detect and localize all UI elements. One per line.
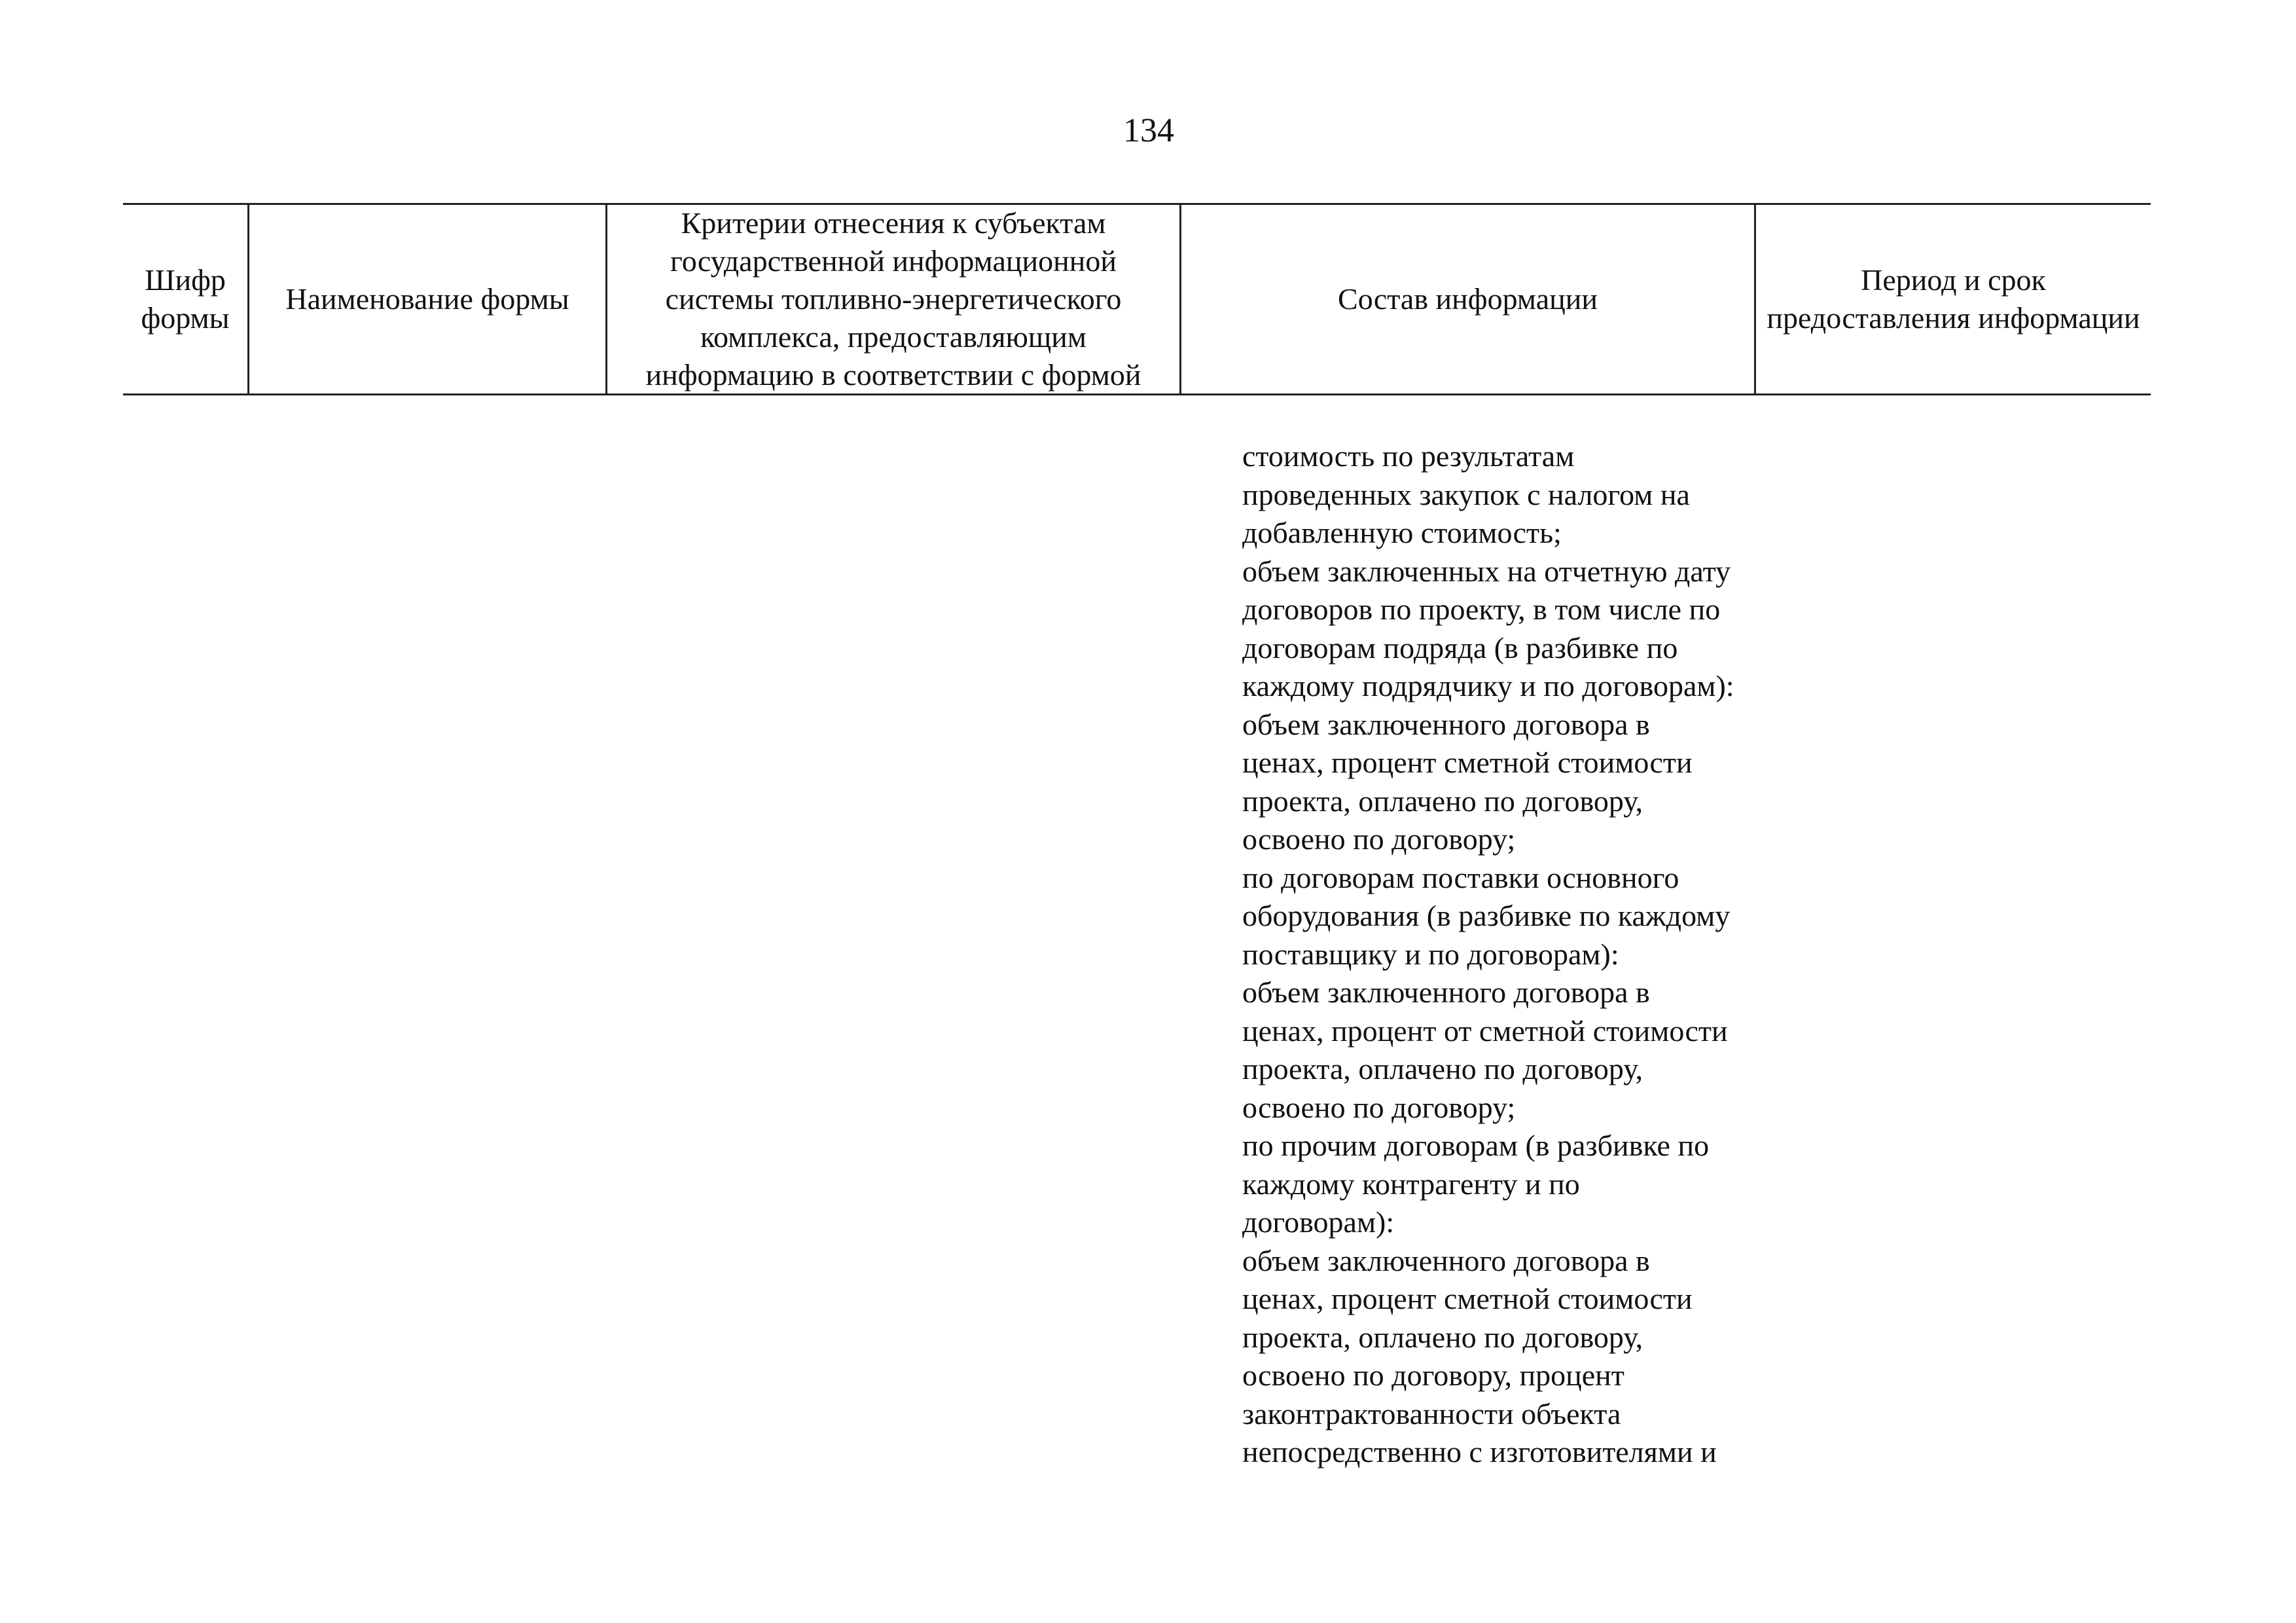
text-line: поставщику и по договорам): bbox=[1242, 937, 1619, 971]
text-line: добавленную стоимость; bbox=[1242, 516, 1562, 549]
text-line: ценах, процент сметной стоимости bbox=[1242, 746, 1693, 779]
text-line: проекта, оплачено по договору, bbox=[1242, 784, 1643, 818]
text-line: объем заключенных на отчетную дату bbox=[1242, 554, 1731, 588]
header-information-content: Состав информации bbox=[1338, 282, 1598, 316]
header-period: Период и срок предоставления информации bbox=[1767, 263, 2140, 335]
text-line: проекта, оплачено по договору, bbox=[1242, 1052, 1643, 1085]
text-line: каждому контрагенту и по bbox=[1242, 1167, 1580, 1201]
text-line: стоимость по результатам bbox=[1242, 439, 1575, 473]
text-line: освоено по договору; bbox=[1242, 1090, 1516, 1124]
table-header bbox=[123, 203, 2151, 395]
text-line: договорам): bbox=[1242, 1205, 1395, 1239]
header-form-code: Шифр формы bbox=[141, 263, 230, 335]
text-line: каждому подрядчику и по договорам): bbox=[1242, 669, 1734, 702]
text-line: освоено по договору; bbox=[1242, 822, 1516, 856]
header-form-name: Наименование формы bbox=[285, 282, 569, 316]
text-line: договорам подряда (в разбивке по bbox=[1242, 630, 1678, 665]
text-line: по договорам поставки основного bbox=[1242, 860, 1679, 894]
text-line: проведенных закупок с налогом на bbox=[1242, 477, 1690, 511]
text-line: по прочим договорам (в разбивке по bbox=[1242, 1129, 1710, 1162]
text-line: ценах, процент сметной стоимости bbox=[1242, 1282, 1693, 1315]
text-line: оборудования (в разбивке по каждому bbox=[1242, 899, 1731, 932]
header-criteria: Критерии отнесения к субъектам государственной информационной системы топливно-энергетического комплекса, предоставляющим информацию в соответствии с формой bbox=[645, 206, 1141, 392]
information-content-text bbox=[1242, 437, 1805, 1472]
text-line: ценах, процент от сметной стоимости bbox=[1242, 1013, 1728, 1048]
text-line: объем заключенного договора в bbox=[1242, 1243, 1650, 1277]
text-line: объем заключенного договора в bbox=[1242, 707, 1650, 741]
text-line: законтрактованности объекта bbox=[1242, 1396, 1621, 1431]
text-line: проекта, оплачено по договору, bbox=[1242, 1320, 1643, 1354]
text-line: непосредственно с изготовителями и bbox=[1242, 1435, 1717, 1468]
text-line: договоров по проекту, в том числе по bbox=[1242, 593, 1721, 626]
page-number: 134 bbox=[1123, 112, 1174, 149]
text-line: объем заключенного договора в bbox=[1242, 976, 1650, 1009]
text-line: освоено по договору, процент bbox=[1242, 1359, 1624, 1392]
